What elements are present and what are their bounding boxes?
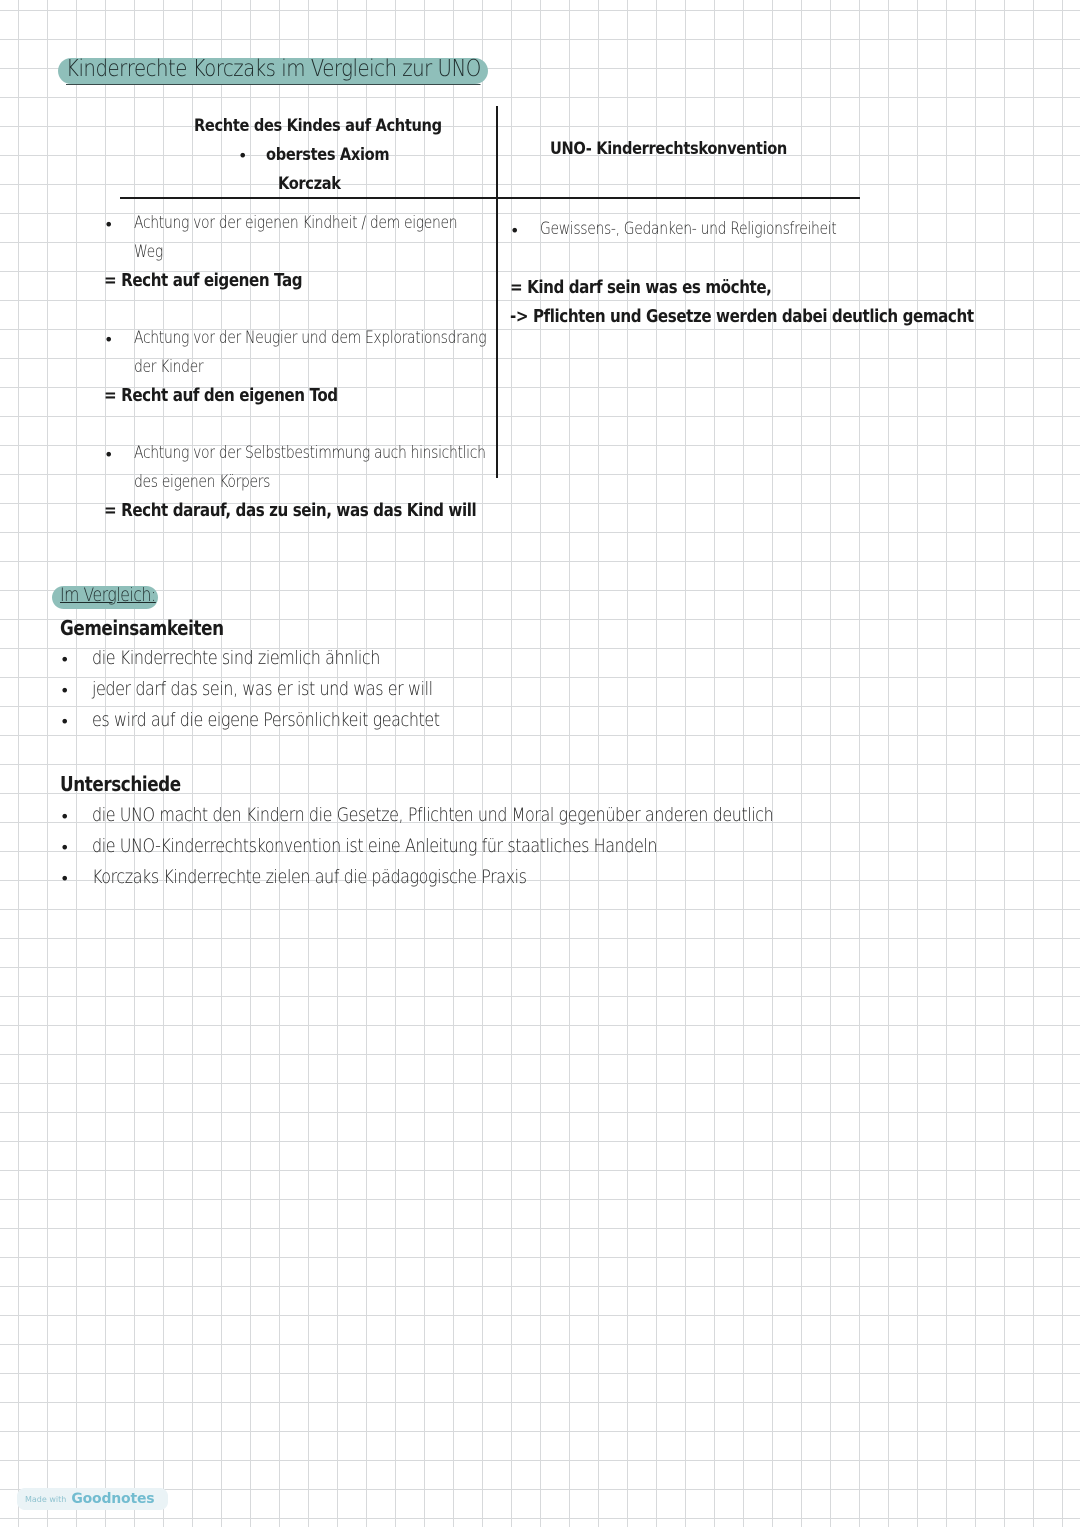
- bullet: •: [104, 330, 114, 349]
- comparison-heading: Im Vergleich:: [60, 584, 156, 606]
- bullet: •: [60, 712, 70, 731]
- goodnotes-logo: Goodnotes: [71, 1491, 155, 1507]
- bullet: •: [510, 221, 520, 240]
- bullet: •: [60, 838, 70, 857]
- right-result-2: -> Pflichten und Gesetze werden dabei deutlich gemacht: [510, 306, 974, 327]
- bullet: •: [104, 445, 114, 464]
- difference-item: die UNO-Kinderrechtskonvention ist eine Anleitung für staatliches Handeln: [92, 835, 658, 857]
- right-item-1: Gewissens-, Gedanken- und Religionsfreiheit: [540, 219, 837, 239]
- similarities-title: Gemeinsamkeiten: [60, 616, 224, 640]
- page-title: Kinderrechte Korczaks im Vergleich zur UNO: [66, 54, 481, 85]
- left-item-2-line1: Achtung vor der Neugier und dem Explorationsdrang: [134, 328, 487, 348]
- left-item-3-line1: Achtung vor der Selbstbestimmung auch hinsichtlich: [134, 443, 486, 463]
- left-header-bullet: •: [238, 146, 248, 165]
- bullet: •: [60, 807, 70, 826]
- differences-title: Unterschiede: [60, 772, 181, 796]
- left-item-3-result: = Recht darauf, das zu sein, was das Kind will: [104, 500, 477, 521]
- left-header-line1: Rechte des Kindes auf Achtung: [194, 116, 442, 136]
- left-item-2-result: = Recht auf den eigenen Tod: [104, 385, 338, 406]
- left-header-line3: Korczak: [278, 174, 341, 194]
- left-item-1-result: = Recht auf eigenen Tag: [104, 270, 303, 291]
- left-item-1-line1: Achtung vor der eigenen Kindheit / dem eigenen: [134, 213, 458, 233]
- bullet: •: [60, 681, 70, 700]
- difference-item: die UNO macht den Kindern die Gesetze, Pflichten und Moral gegenüber anderen deutlich: [92, 804, 774, 826]
- bullet: •: [60, 869, 70, 888]
- bullet: •: [104, 215, 114, 234]
- left-item-1-line2: Weg: [134, 242, 163, 262]
- bullet: •: [60, 650, 70, 669]
- difference-item: Korczaks Kinderrechte zielen auf die pädagogische Praxis: [92, 866, 527, 888]
- similarity-item: es wird auf die eigene Persönlichkeit geachtet: [92, 709, 440, 731]
- goodnotes-badge: [17, 1488, 168, 1510]
- left-item-3-line2: des eigenen Körpers: [134, 472, 271, 492]
- left-item-2-line2: der Kinder: [134, 357, 204, 377]
- table-vertical-divider: [496, 106, 498, 478]
- left-header-line2: oberstes Axiom: [266, 145, 390, 165]
- table-horizontal-divider: [120, 197, 860, 199]
- similarity-item: die Kinderrechte sind ziemlich ähnlich: [92, 647, 380, 669]
- made-with-label: Made with: [25, 1494, 67, 1504]
- similarity-item: jeder darf das sein, was er ist und was er will: [92, 678, 433, 700]
- right-header: UNO- Kinderrechtskonvention: [550, 139, 787, 159]
- right-result-1: = Kind darf sein was es möchte,: [510, 277, 772, 298]
